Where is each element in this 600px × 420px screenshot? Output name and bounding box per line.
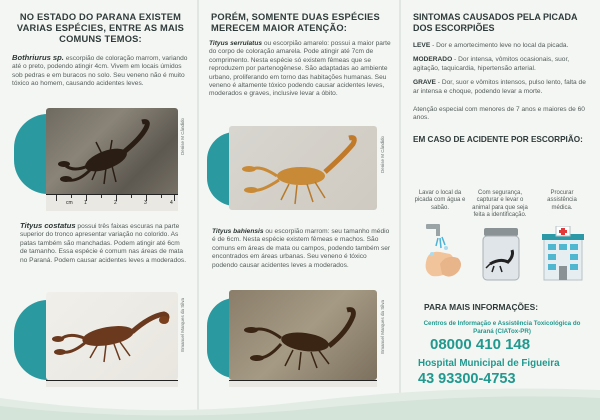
costatus-photo (46, 292, 178, 380)
photo-credit: Denise M Cândido (180, 118, 185, 156)
photo-credit: Emanuel Marques da Silva (180, 298, 185, 352)
species-serrulatus-description (209, 40, 391, 99)
symptom-moderado (413, 56, 590, 73)
species-text: ou escorpião amarelo: possui a maior parte do corpo de coloração amarela. Pode atingir até 7cm de comprimento. Nesta espécie só existem fêmeas que se reproduzem por partenogênese. São adaptadas ao ambiente urbano, proliferando em torno das habitações humanas. Seu veneno é altamente tóxico podendo causar acidentes leves, moderados e graves, inclusive levar a óbito. (209, 40, 391, 98)
bottom-wave-decoration (0, 384, 600, 420)
symptoms-heading: SINTOMAS CAUSADOS PELA PICADA DOS ESCORPIÕES (413, 12, 578, 33)
step-capture-text: Com segurança, capturar e levar o animal para que seja feita a identificação. (472, 190, 528, 218)
symptom-text: - Dor, suor e vômitos intensos, pulso lento, falta de ar intensa e choque, podendo levar a morte. (413, 79, 586, 95)
panel2-heading: PORÉM, SOMENTE DUAS ESPÉCIES MERECEM MAIOR ATENÇÃO: (211, 12, 380, 33)
ciatox-phone[interactable]: 08000 410 148 (430, 336, 531, 353)
ruler (46, 194, 178, 211)
species-costatus-description (20, 222, 188, 265)
ruler-unit: cm (66, 200, 73, 206)
hospital-phone[interactable]: 43 93300-4753 (418, 371, 516, 387)
species-bahiensis-description (212, 228, 392, 270)
ruler-tick-label: 2 (114, 200, 117, 206)
bahiensis-photo (229, 290, 377, 380)
serrulatus-photo (229, 126, 377, 210)
species-text: possui três faixas escuras na parte superior do tronco apresentar variação no colorido. As patas também são manchadas. Podem atingir até 6cm de tamanho. Essa espécie é comum nas áreas de mata no Paraná. Podem causar acidentes leves a moderados. (20, 223, 187, 264)
symptom-grave (413, 79, 590, 96)
species-text: ou escorpião marrom: seu tamanho médio é de 6cm. Nesta espécie existem fêmeas e machos. São comuns em áreas de mata ou campos, podendo também ser encontrados em áreas urbanas. Seu veneno é tóxico podendo causar acidentes leves a moderados. (212, 228, 391, 269)
ruler-tick-label: 4 (170, 200, 173, 206)
symptom-text: - Dor e amortecimento leve no local da picada. (430, 42, 569, 49)
scorpion-illustration (46, 108, 178, 202)
step-wash-text: Lavar o local da picada com água e sabão. (414, 190, 466, 211)
species-name: Bothriurus sp. (12, 53, 64, 62)
ciatox-name: Centros de Informação e Assistência Toxicológica do Paraná (CIATox-PR) (423, 320, 581, 335)
species-text: escorpião de coloração marrom, variando até o preto, podendo atingir 4cm. Vivem em locais úmidos sob pedras e em buracos no solo. Seu veneno não é muito tóxico ao homem, causando acidentes leves. (12, 55, 188, 88)
species-bothriurus-description (12, 54, 189, 89)
hospital-name: Hospital Municipal de Figueira (418, 358, 560, 369)
scorpion-illustration (46, 292, 178, 380)
symptom-level: GRAVE (413, 79, 436, 87)
step-doctor-text: Procurar assistência médica. (547, 190, 577, 211)
scorpion-illustration (229, 126, 377, 210)
symptom-level: LEVE (413, 42, 431, 49)
photo-credit: Emanuel Marques da Silva (380, 300, 385, 354)
attention-note: Atenção especial com menores de 7 anos e maiores de 60 anos. (413, 106, 585, 122)
symptom-level: MODERADO (413, 56, 453, 64)
hospital-icon (538, 226, 588, 282)
bothriurus-photo (46, 108, 178, 202)
symptom-leve (413, 42, 590, 50)
hand-washing-icon (420, 224, 466, 282)
species-name: Tityus bahiensis (212, 228, 264, 235)
species-name: Tityus serrulatus (209, 40, 263, 47)
scorpion-jar-icon (480, 226, 522, 282)
info-heading: PARA MAIS INFORMAÇÕES: (424, 302, 538, 312)
accident-heading: EM CASO DE ACIDENTE POR ESCORPIÃO: (413, 134, 583, 144)
species-name: Tityus costatus (20, 221, 76, 230)
photo-credit: Denise M Cândido (380, 136, 385, 174)
ruler-tick-label: 3 (144, 200, 147, 206)
scorpion-illustration (229, 290, 377, 380)
ruler-tick-label: 1 (84, 200, 87, 206)
symptom-text: - Dor intensa, vômitos ocasionais, suor, agitação, taquicardia, hipertensão arterial. (413, 56, 570, 72)
panel1-heading: NO ESTADO DO PARANA EXISTEM VARIAS ESPÉCIES, ENTRE AS MAIS COMUNS TEMOS: (16, 12, 185, 44)
